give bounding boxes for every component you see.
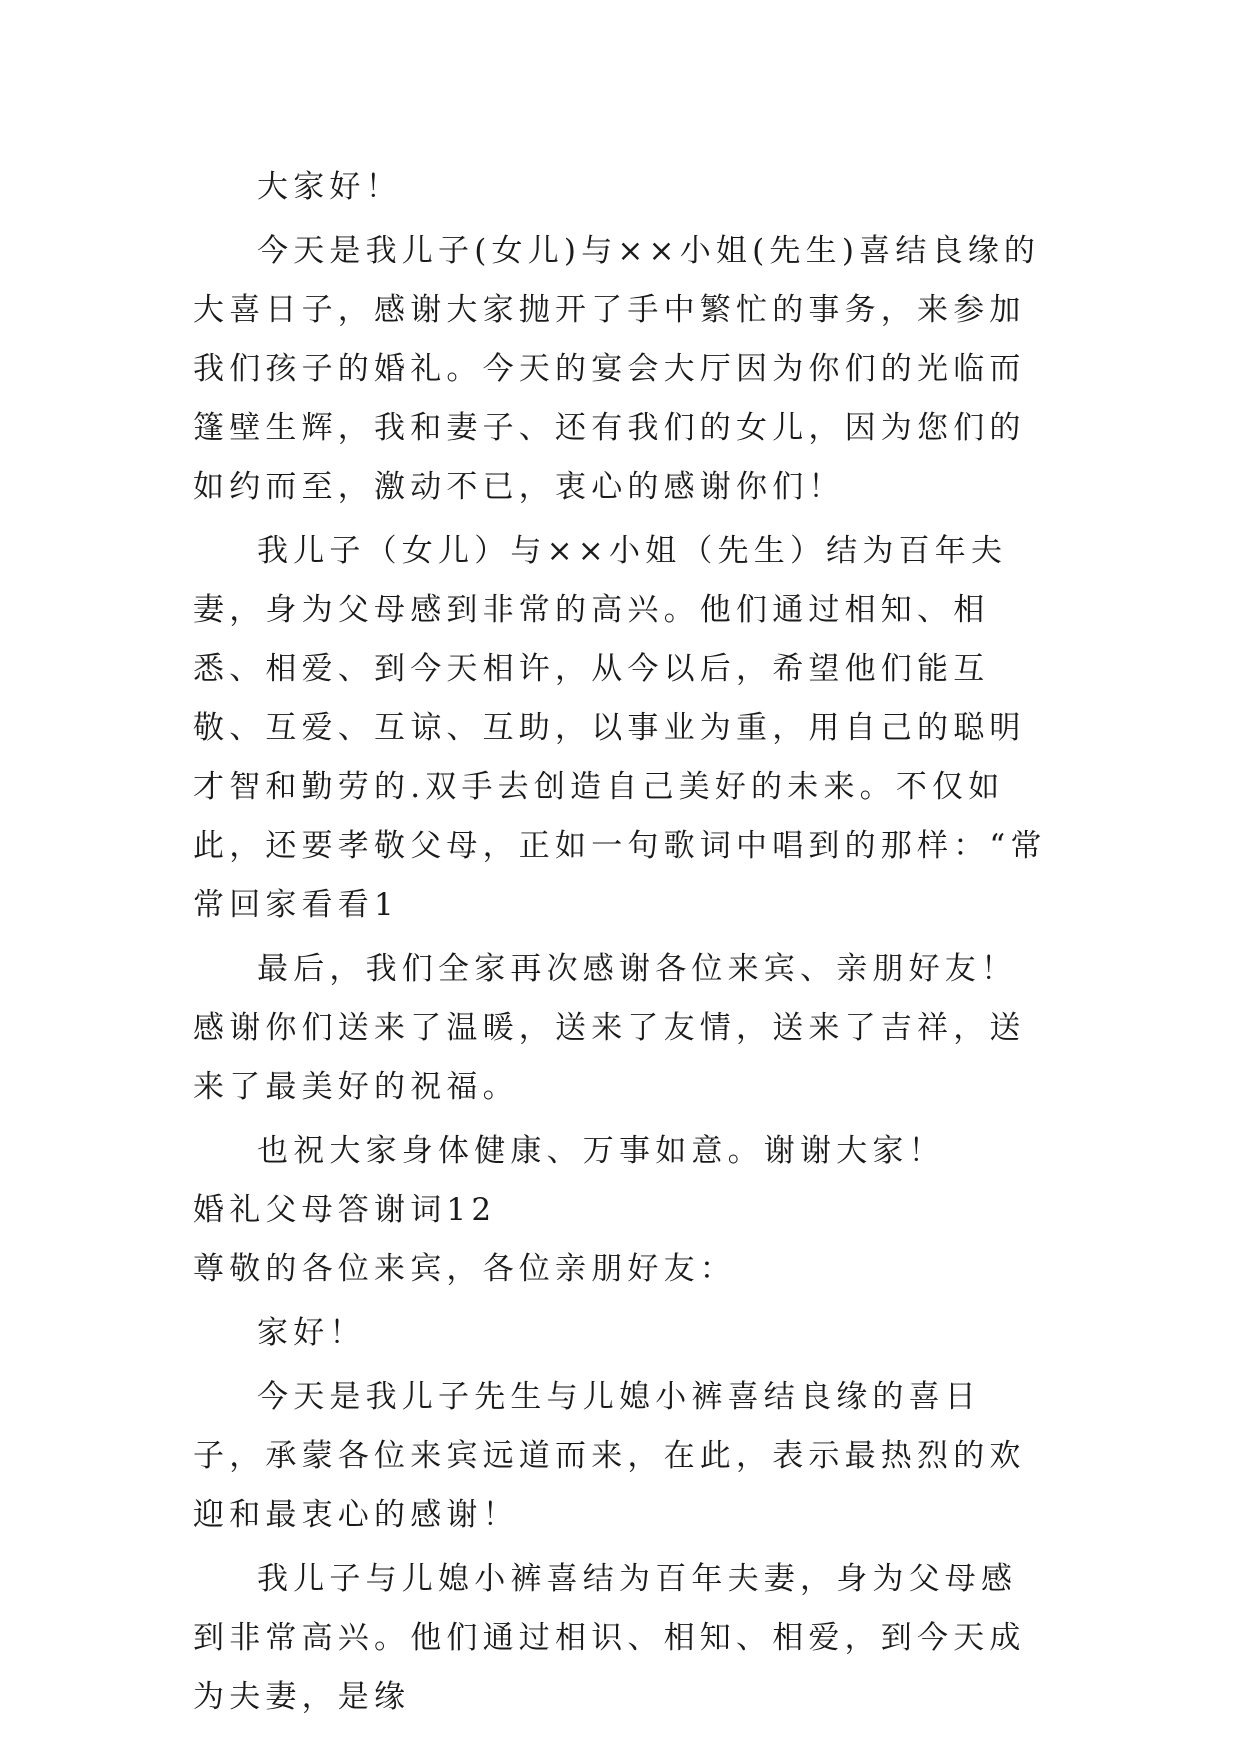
paragraph-3: 最后，我们全家再次感谢各位来宾、亲朋好友！感谢你们送来了温暖，送来了友情，送来了吉祥，送来了最美好的祝福。 xyxy=(193,951,1026,1105)
paragraph-2: 我儿子（女儿）与××小姐（先生）结为百年夫妻，身为父母感到非常的高兴。他们通过相知、相悉、相爱、到今天相许，从今以后，希望他们能互敬、互爱、互谅、互助，以事业为重，用自己的聪明才智和勤劳的.双手去创造自己美好的未来。不仅如此，还要孝敬父母，正如一句歌词中唱到的那样：“常常回家看看1 xyxy=(193,533,1047,923)
document-body xyxy=(193,158,1053,1727)
greeting-1: 大家好！ xyxy=(257,169,402,205)
paragraph-5: 今天是我儿子先生与儿媳小裤喜结良缘的喜日子，承蒙各位来宾远道而来，在此，表示最热烈的欢迎和最衷心的感谢！ xyxy=(193,1379,1026,1533)
section-title: 婚礼父母答谢词12 xyxy=(193,1192,497,1228)
paragraph-6: 我儿子与儿媳小裤喜结为百年夫妻，身为父母感到非常高兴。他们通过相识、相知、相爱，到今天成为夫妻，是缘 xyxy=(193,1561,1026,1715)
greeting-2: 家好！ xyxy=(257,1315,366,1351)
paragraph-4: 也祝大家身体健康、万事如意。谢谢大家！ xyxy=(257,1133,945,1169)
salutation: 尊敬的各位来宾，各位亲朋好友： xyxy=(193,1251,736,1287)
paragraph-1: 今天是我儿子(女儿)与××小姐(先生)喜结良缘的大喜日子，感谢大家抛开了手中繁忙的事务，来参加我们孩子的婚礼。今天的宴会大厅因为你们的光临而篷壁生辉，我和妻子、还有我们的女儿，因为您们的如约而至，激动不已，衷心的感谢你们！ xyxy=(193,233,1041,505)
